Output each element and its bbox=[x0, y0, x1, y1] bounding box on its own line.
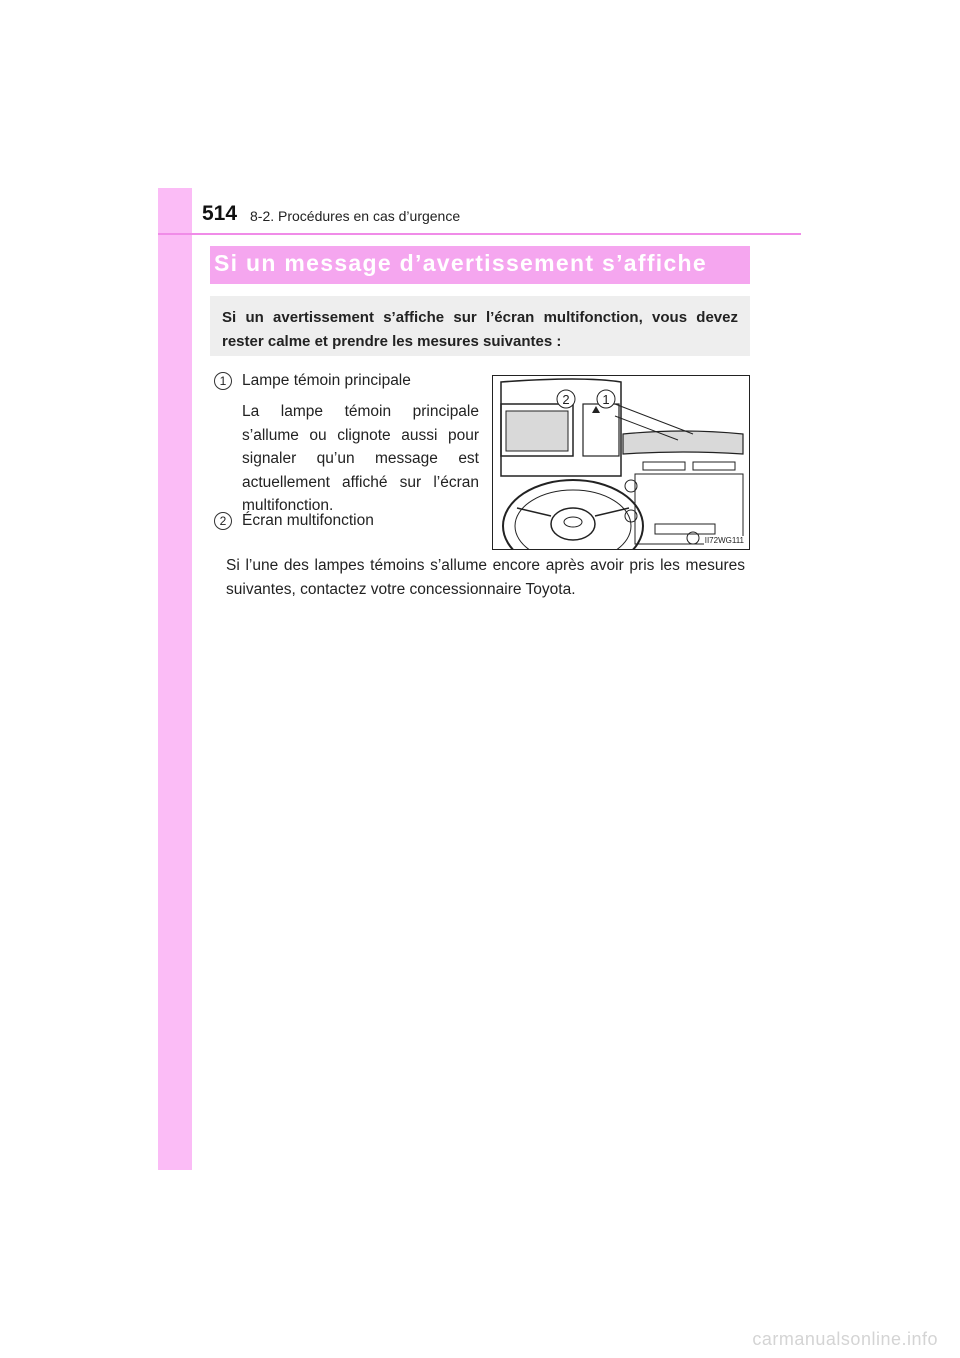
section-path: 8-2. Procédures en cas d’urgence bbox=[250, 208, 461, 224]
item-1-description-line: signaler qu’un message est bbox=[242, 450, 479, 467]
section-title-bar bbox=[210, 246, 750, 284]
item-1-description-line: La lampe témoin principale bbox=[242, 403, 479, 420]
item-1-description-line: multifonction. bbox=[242, 497, 334, 514]
item-2-number-badge: 2 bbox=[214, 512, 232, 530]
item-1-number-badge: 1 bbox=[214, 372, 232, 390]
dashboard-drawing bbox=[493, 376, 749, 549]
dashboard-illustration bbox=[492, 375, 750, 550]
callout-1-label: 1 bbox=[602, 392, 610, 407]
item-1-description-line: s’allume ou clignote aussi pour bbox=[242, 426, 479, 444]
closing-paragraph: Si l’une des lampes témoins s’allume encore après avoir pris les mesures suivantes, contactez votre concessionnaire Toyota. bbox=[226, 557, 745, 598]
item-1-label: Lampe témoin principale bbox=[242, 372, 411, 389]
item-1-description-line: actuellement affiché sur l’écran bbox=[242, 473, 479, 491]
header-divider bbox=[158, 233, 801, 235]
item-2-label: Écran multifonction bbox=[242, 512, 374, 529]
callout-2-label: 2 bbox=[562, 392, 570, 407]
intro-box bbox=[210, 296, 750, 356]
page-number: 514 bbox=[202, 202, 238, 225]
chapter-side-band bbox=[158, 188, 192, 1170]
item-1-description bbox=[242, 400, 479, 518]
figure-code: II72WG111 bbox=[704, 536, 744, 545]
section-title: Si un message d’avertissement s’affiche bbox=[214, 250, 708, 276]
watermark: carmanualsonline.info bbox=[752, 1329, 938, 1349]
intro-text: Si un avertissement s’affiche sur l’écran multifonction, vous devez rester calme et prendre les mesures suivantes : bbox=[222, 309, 738, 350]
